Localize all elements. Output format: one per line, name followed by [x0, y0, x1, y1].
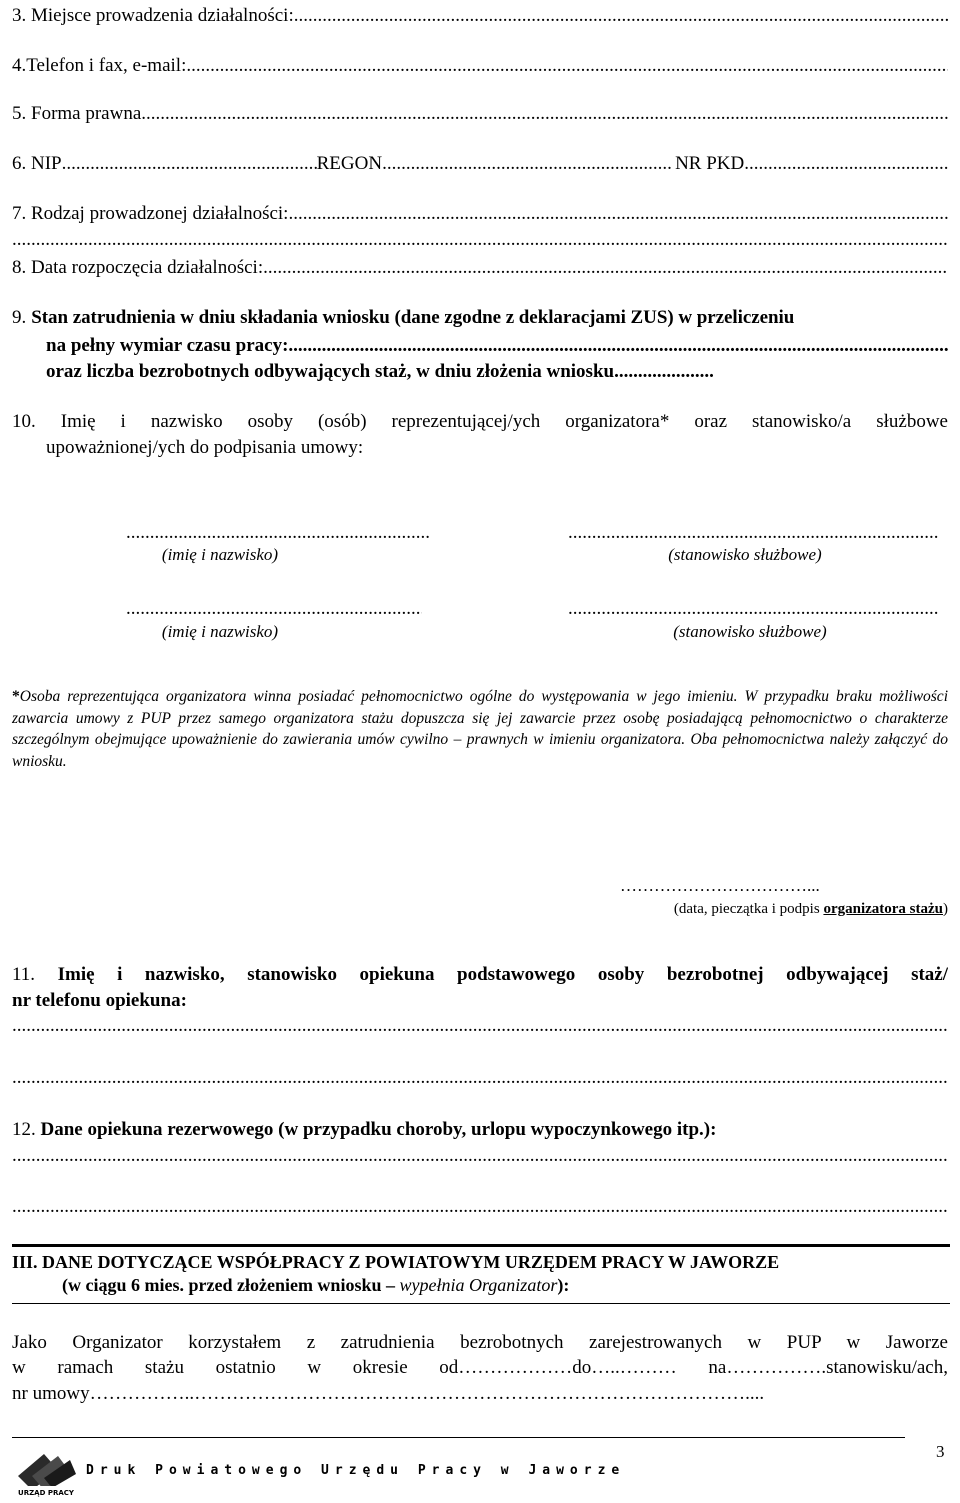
signature-position-label-2: (stanowisko służbowe) — [673, 622, 827, 641]
item-12-text: Dane opiekuna rezerwowego (w przypadku choroby, urlopu wypoczynkowego itp.): — [40, 1119, 717, 1140]
organizer-label-underlined: organizatora stażu — [823, 901, 943, 917]
signature-name-dots-1 — [126, 522, 430, 544]
fill-dots — [12, 228, 948, 252]
svg-text:URZĄD PRACY: URZĄD PRACY — [18, 1489, 74, 1497]
item-7-label: 7. Rodzaj prowadzonej działalności: — [12, 203, 289, 224]
item-11-line-1 — [12, 963, 948, 987]
item-12-number: 12. — [12, 1119, 36, 1140]
item-7-line — [12, 202, 948, 226]
fill-dots — [62, 152, 317, 176]
organizer-label-prefix: (data, pieczątka i podpis — [673, 901, 824, 917]
item-8-line — [12, 256, 948, 280]
footer-divider — [12, 1437, 905, 1438]
item-7-continuation — [12, 228, 948, 252]
item-9-text-2: na pełny wymiar czasu pracy: — [46, 335, 289, 356]
item-4-line — [12, 54, 948, 78]
urzad-pracy-logo — [14, 1446, 78, 1498]
section-3-title: III. DANE DOTYCZĄCE WSPÓŁPRACY Z POWIATOWYM URZĘDEM PRACY W JAWORZE — [12, 1252, 780, 1272]
signature-position-dots-2 — [568, 598, 938, 620]
item-6-regon-label: REGON — [316, 153, 383, 174]
signature-name-dots-2 — [126, 598, 422, 620]
item-11-fill-1 — [12, 1014, 948, 1038]
signature-position-dots-1 — [568, 522, 938, 544]
organizer-signature-label — [608, 901, 948, 918]
item-5-line — [12, 102, 948, 126]
item-12-fill-2 — [12, 1195, 948, 1219]
fill-dots — [614, 360, 714, 384]
signature-name-label-2: (imię i nazwisko) — [161, 622, 279, 641]
fill-dots — [382, 152, 672, 176]
fill-dots — [263, 256, 948, 280]
item-10-line-1: 10. Imię i nazwisko osoby (osób) reprezentującej/ych organizatora* oraz stanowisko/a służbowe — [12, 411, 948, 432]
footnote-text: Osoba reprezentująca organizatora winna posiadać pełnomocnictwo ogólne do występowania w jego imieniu. W przypadku braku możliwości zawarcia umowy z PUP przez samego organizatora stażu dopuszcza się jej zawarcie przez osobę posiadającą pełnomocnictwo o charakterze szczególnym obejmujące upoważnienie do zawierania umów cywilno – prawnych w imieniu organizatora. Oba pełnomocnictwa należy załączyć do wniosku. — [12, 688, 948, 770]
item-9-number: 9. — [12, 307, 27, 328]
item-11-number: 11. — [12, 964, 36, 985]
section-3-subtitle-italic: wypełnia Organizator — [399, 1275, 558, 1295]
fill-dots — [288, 334, 948, 358]
item-9-line-2 — [46, 334, 948, 358]
item-11-text: Imię i nazwisko, stanowisko opiekuna podstawowego osoby bezrobotnej odbywającej staż/ — [57, 964, 948, 985]
footer-text: Druk Powiatowego Urzędu Pracy w Jaworze — [86, 1463, 626, 1478]
item-6-pkd-label: NR PKD — [675, 153, 745, 174]
fill-dots — [12, 1066, 948, 1090]
item-9-line-3 — [46, 360, 948, 384]
signature-name-label-1: (imię i nazwisko) — [161, 545, 279, 564]
item-11-fill-2 — [12, 1066, 948, 1090]
item-3-label: 3. Miejsce prowadzenia działalności: — [12, 5, 294, 26]
organizer-signature-dots: ……………………………... — [620, 876, 820, 895]
item-6-line — [12, 152, 948, 176]
item-12-fill-1 — [12, 1144, 948, 1168]
item-6-nip-label: 6. NIP — [12, 153, 62, 174]
fill-dots — [744, 152, 948, 176]
fill-dots — [288, 202, 948, 226]
footnote-star: * — [12, 688, 20, 705]
page-number: 3 — [936, 1442, 945, 1461]
fill-dots — [141, 102, 948, 126]
item-3-line — [12, 4, 948, 28]
section-3-subtitle-end: ): — [557, 1275, 570, 1295]
item-4-label: 4.Telefon i fax, e-mail: — [12, 55, 187, 76]
fill-dots — [12, 1195, 948, 1219]
cooperation-line-1: Jako Organizator korzystałem z zatrudnienia bezrobotnych zarejestrowanych w PUP w Jaworze — [12, 1332, 948, 1353]
cooperation-line-3: nr umowy……………..…………………………………………………………………………….... — [12, 1383, 765, 1404]
fill-dots — [12, 1144, 948, 1168]
fill-dots — [186, 54, 948, 78]
item-9-line-1 — [12, 306, 948, 330]
footnote-paragraph — [12, 686, 948, 772]
organizer-label-suffix: ) — [943, 901, 948, 917]
item-12-line — [12, 1118, 948, 1142]
signature-position-label-1: (stanowisko służbowe) — [668, 545, 822, 564]
item-9-text-3: oraz liczba bezrobotnych odbywających staż, w dniu złożenia wniosku — [46, 361, 615, 382]
item-5-label: 5. Forma prawna — [12, 103, 142, 124]
item-10-line-2: upoważnionej/ych do podpisania umowy: — [46, 437, 364, 458]
section-3-subtitle — [62, 1273, 942, 1297]
item-9-text: Stan zatrudnienia w dniu składania wniosku (dane zgodne z deklaracjami ZUS) w przeliczeniu — [31, 307, 795, 328]
fill-dots — [12, 1014, 948, 1038]
item-11-line-2: nr telefonu opiekuna: — [12, 990, 187, 1011]
cooperation-line-2: w ramach stażu ostatnio w okresie od………………do…..……… na…………….stanowisku/ach, — [12, 1357, 948, 1378]
item-8-label: 8. Data rozpoczęcia działalności: — [12, 257, 264, 278]
section-3-subtitle-bold: (w ciągu 6 mies. przed złożeniem wniosku – — [62, 1275, 400, 1295]
fill-dots — [294, 4, 948, 28]
